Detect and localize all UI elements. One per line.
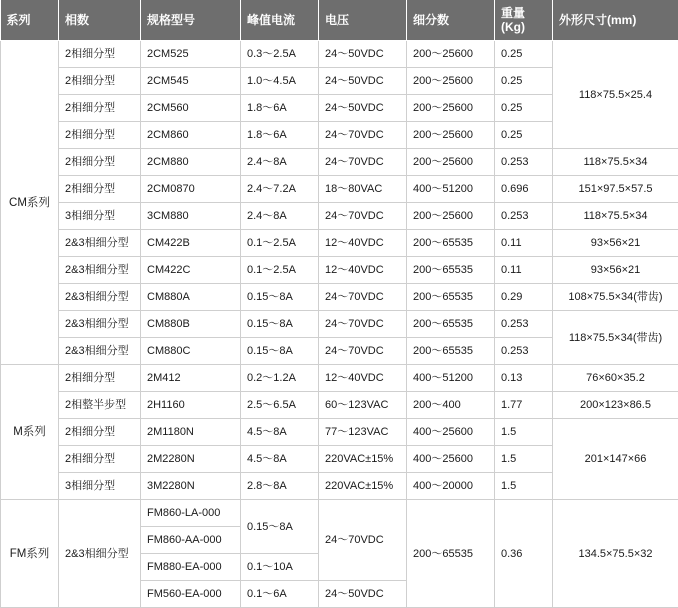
table-body: [1, 41, 678, 608]
weight-cell: 0.25: [495, 122, 553, 149]
phase-cell: 2&3相细分型: [59, 230, 141, 257]
dimensions-cell: 118×75.5×25.4: [553, 41, 678, 149]
series-cell: CM系列: [1, 41, 59, 365]
table-row: [1, 230, 678, 257]
peak-current-cell: 0.15～8A: [241, 284, 319, 311]
weight-cell: 1.5: [495, 419, 553, 446]
peak-current-cell: 1.8～6A: [241, 95, 319, 122]
voltage-cell: 12～40VDC: [319, 257, 407, 284]
voltage-cell: 220VAC±15%: [319, 473, 407, 500]
column-header-dimensions: 外形尺寸(mm): [553, 0, 678, 41]
model-cell: CM880B: [141, 311, 241, 338]
voltage-cell: 12～40VDC: [319, 365, 407, 392]
weight-cell: 1.5: [495, 473, 553, 500]
table-row: [1, 311, 678, 338]
voltage-cell: 24～50VDC: [319, 95, 407, 122]
table-row: [1, 149, 678, 176]
voltage-cell: 24～70VDC: [319, 122, 407, 149]
voltage-cell: 24～50VDC: [319, 41, 407, 68]
dimensions-cell: 93×56×21: [553, 230, 678, 257]
table-row: [1, 419, 678, 446]
voltage-cell: 24～70VDC: [319, 311, 407, 338]
voltage-cell: 12～40VDC: [319, 230, 407, 257]
phase-cell: 2相细分型: [59, 68, 141, 95]
peak-current-cell: 4.5～8A: [241, 419, 319, 446]
dimensions-cell: 118×75.5×34(带齿): [553, 311, 678, 365]
weight-cell: 0.29: [495, 284, 553, 311]
table-row: [1, 176, 678, 203]
subdivision-cell: 200～400: [407, 392, 495, 419]
peak-current-cell: 2.8～8A: [241, 473, 319, 500]
subdivision-cell: 400～25600: [407, 446, 495, 473]
model-cell: CM422C: [141, 257, 241, 284]
model-cell: FM860-LA-000: [141, 500, 241, 527]
column-header-voltage: 电压: [319, 0, 407, 41]
column-header-subdivision: 细分数: [407, 0, 495, 41]
subdivision-cell: 200～25600: [407, 122, 495, 149]
dimensions-cell: 108×75.5×34(带齿): [553, 284, 678, 311]
model-cell: 2CM545: [141, 68, 241, 95]
voltage-cell: 24～50VDC: [319, 68, 407, 95]
voltage-cell: 24～70VDC: [319, 149, 407, 176]
table-header: [1, 0, 678, 41]
subdivision-cell: 200～65535: [407, 230, 495, 257]
peak-current-cell: 0.1～2.5A: [241, 257, 319, 284]
peak-current-cell: 1.0～4.5A: [241, 68, 319, 95]
dimensions-cell: 118×75.5×34: [553, 203, 678, 230]
weight-cell: 0.36: [495, 500, 553, 608]
voltage-cell: 24～70VDC: [319, 338, 407, 365]
voltage-cell: 24～70VDC: [319, 284, 407, 311]
table-row: [1, 365, 678, 392]
model-cell: FM560-EA-000: [141, 581, 241, 608]
peak-current-cell: 2.4～8A: [241, 203, 319, 230]
subdivision-cell: 200～65535: [407, 338, 495, 365]
model-cell: 2CM860: [141, 122, 241, 149]
phase-cell: 2&3相细分型: [59, 500, 141, 608]
weight-cell: 0.696: [495, 176, 553, 203]
phase-cell: 2相细分型: [59, 149, 141, 176]
dimensions-cell: 118×75.5×34: [553, 149, 678, 176]
weight-cell: 0.25: [495, 95, 553, 122]
voltage-cell: 60～123VAC: [319, 392, 407, 419]
weight-cell: 0.253: [495, 149, 553, 176]
peak-current-cell: 0.1～6A: [241, 581, 319, 608]
peak-current-cell: 0.1～2.5A: [241, 230, 319, 257]
weight-cell: 0.25: [495, 41, 553, 68]
subdivision-cell: 200～25600: [407, 68, 495, 95]
peak-current-cell: 0.3～2.5A: [241, 41, 319, 68]
subdivision-cell: 200～25600: [407, 41, 495, 68]
phase-cell: 2相细分型: [59, 419, 141, 446]
model-cell: 2CM880: [141, 149, 241, 176]
table-row: [1, 203, 678, 230]
subdivision-cell: 200～25600: [407, 203, 495, 230]
phase-cell: 2&3相细分型: [59, 257, 141, 284]
voltage-cell: 77～123VAC: [319, 419, 407, 446]
phase-cell: 2相细分型: [59, 365, 141, 392]
dimensions-cell: 201×147×66: [553, 419, 678, 500]
voltage-cell: 24～70VDC: [319, 500, 407, 581]
table-row: [1, 41, 678, 68]
peak-current-cell: 0.15～8A: [241, 338, 319, 365]
table-row: [1, 284, 678, 311]
peak-current-cell: 1.8～6A: [241, 122, 319, 149]
peak-current-cell: 0.15～8A: [241, 500, 319, 554]
dimensions-cell: 93×56×21: [553, 257, 678, 284]
subdivision-cell: 200～65535: [407, 311, 495, 338]
model-cell: 2M412: [141, 365, 241, 392]
column-header-model: 规格型号: [141, 0, 241, 41]
weight-cell: 0.253: [495, 203, 553, 230]
phase-cell: 2&3相细分型: [59, 311, 141, 338]
model-cell: 3CM880: [141, 203, 241, 230]
model-cell: CM880C: [141, 338, 241, 365]
column-header-weight: 重量(Kg): [495, 0, 553, 41]
model-cell: 3M2280N: [141, 473, 241, 500]
peak-current-cell: 2.4～7.2A: [241, 176, 319, 203]
header-row: [1, 0, 678, 41]
weight-cell: 0.25: [495, 68, 553, 95]
model-cell: 2CM525: [141, 41, 241, 68]
subdivision-cell: 400～51200: [407, 365, 495, 392]
phase-cell: 2相细分型: [59, 95, 141, 122]
table-row: [1, 392, 678, 419]
weight-cell: 0.13: [495, 365, 553, 392]
model-cell: FM860-AA-000: [141, 527, 241, 554]
peak-current-cell: 0.2～1.2A: [241, 365, 319, 392]
model-cell: 2M2280N: [141, 446, 241, 473]
phase-cell: 2相整半步型: [59, 392, 141, 419]
weight-cell: 1.77: [495, 392, 553, 419]
column-header-phase: 相数: [59, 0, 141, 41]
phase-cell: 2相细分型: [59, 41, 141, 68]
subdivision-cell: 200～65535: [407, 284, 495, 311]
peak-current-cell: 0.15～8A: [241, 311, 319, 338]
subdivision-cell: 400～20000: [407, 473, 495, 500]
voltage-cell: 220VAC±15%: [319, 446, 407, 473]
phase-cell: 2&3相细分型: [59, 338, 141, 365]
model-cell: 2CM560: [141, 95, 241, 122]
subdivision-cell: 200～25600: [407, 149, 495, 176]
weight-cell: 0.11: [495, 230, 553, 257]
subdivision-cell: 200～25600: [407, 95, 495, 122]
dimensions-cell: 134.5×75.5×32: [553, 500, 678, 608]
table-row: [1, 257, 678, 284]
dimensions-cell: 76×60×35.2: [553, 365, 678, 392]
weight-cell: 0.11: [495, 257, 553, 284]
peak-current-cell: 0.1～10A: [241, 554, 319, 581]
column-header-peak-current: 峰值电流: [241, 0, 319, 41]
dimensions-cell: 200×123×86.5: [553, 392, 678, 419]
model-cell: 2M1180N: [141, 419, 241, 446]
model-cell: 2H1160: [141, 392, 241, 419]
phase-cell: 2相细分型: [59, 122, 141, 149]
peak-current-cell: 2.4～8A: [241, 149, 319, 176]
subdivision-cell: 200～65535: [407, 257, 495, 284]
phase-cell: 2&3相细分型: [59, 284, 141, 311]
subdivision-cell: 200～65535: [407, 500, 495, 608]
model-cell: 2CM0870: [141, 176, 241, 203]
phase-cell: 2相细分型: [59, 176, 141, 203]
weight-cell: 1.5: [495, 446, 553, 473]
peak-current-cell: 4.5～8A: [241, 446, 319, 473]
series-cell: FM系列: [1, 500, 59, 608]
phase-cell: 3相细分型: [59, 473, 141, 500]
subdivision-cell: 400～25600: [407, 419, 495, 446]
subdivision-cell: 400～51200: [407, 176, 495, 203]
weight-cell: 0.253: [495, 338, 553, 365]
column-header-series: 系列: [1, 0, 59, 41]
phase-cell: 3相细分型: [59, 203, 141, 230]
model-cell: CM880A: [141, 284, 241, 311]
phase-cell: 2相细分型: [59, 446, 141, 473]
voltage-cell: 18～80VAC: [319, 176, 407, 203]
dimensions-cell: 151×97.5×57.5: [553, 176, 678, 203]
model-cell: CM422B: [141, 230, 241, 257]
weight-cell: 0.253: [495, 311, 553, 338]
series-cell: M系列: [1, 365, 59, 500]
voltage-cell: 24～50VDC: [319, 581, 407, 608]
peak-current-cell: 2.5～6.5A: [241, 392, 319, 419]
model-cell: FM880-EA-000: [141, 554, 241, 581]
voltage-cell: 24～70VDC: [319, 203, 407, 230]
